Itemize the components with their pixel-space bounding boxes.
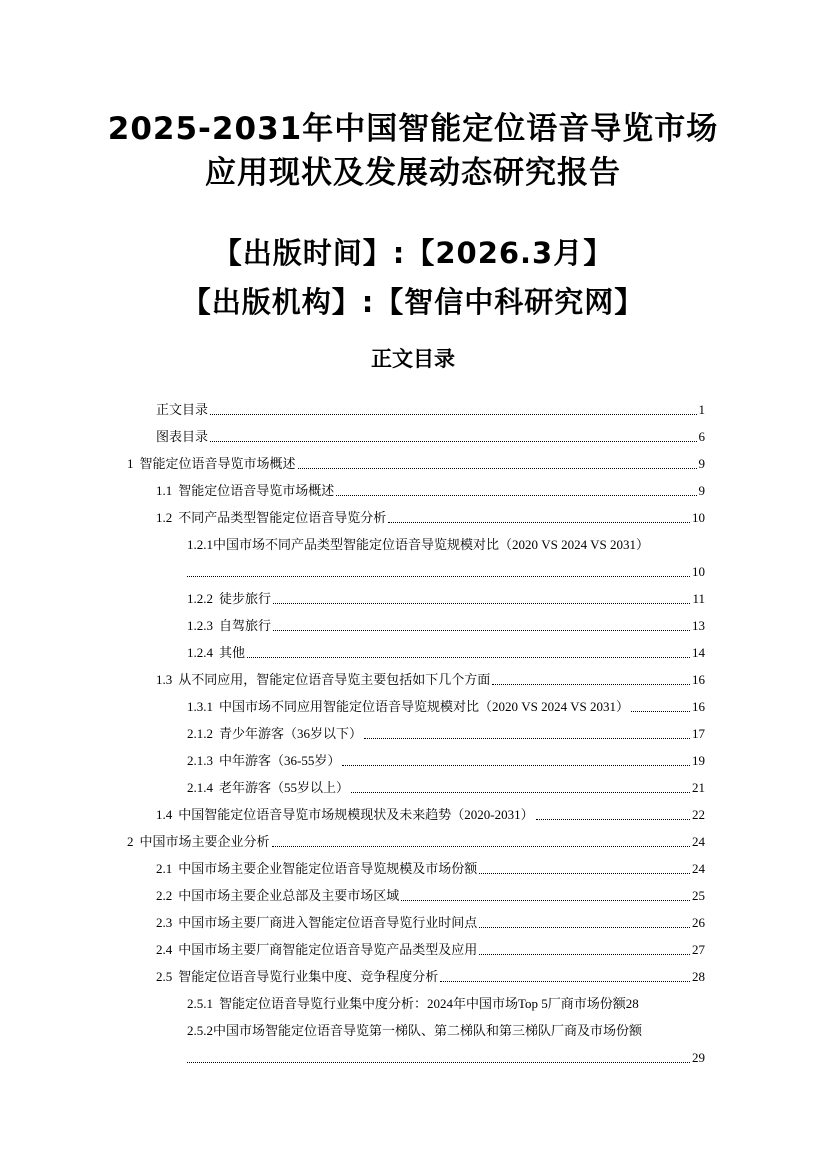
toc-entry-label: 徒步旅行 xyxy=(219,591,272,606)
toc-entry-page: 9 xyxy=(698,483,705,498)
toc-entry[interactable] xyxy=(156,913,705,933)
toc-entry[interactable] xyxy=(156,427,705,447)
toc-entry-number: 1.2.3 xyxy=(187,618,213,633)
toc-entry-label: 中国市场智能定位语音导览第一梯队、第二梯队和第三梯队厂商及市场份额 xyxy=(213,1023,643,1038)
toc-entry[interactable] xyxy=(187,589,705,609)
toc-entry-label: 智能定位语音导览市场概述 xyxy=(178,483,335,498)
toc-entry-page: 19 xyxy=(692,753,705,768)
toc-entry-label: 中国市场不同产品类型智能定位语音导览规模对比（2020 VS 2024 VS 2031） xyxy=(213,537,650,552)
toc-entry-page: 24 xyxy=(692,861,705,876)
toc-entry-number: 1.2.2 xyxy=(187,591,213,606)
toc-entry-label: 青少年游客（36岁以下） xyxy=(219,726,363,741)
toc-leader-dots xyxy=(210,413,696,415)
toc-entry-number: 1 xyxy=(127,456,134,471)
toc-leader-dots xyxy=(247,656,690,658)
toc-entry[interactable] xyxy=(127,454,705,474)
toc-entry[interactable] xyxy=(156,481,705,501)
toc-entry-page: 10 xyxy=(692,564,705,579)
toc-entry[interactable] xyxy=(187,778,705,798)
toc-entry-label: 其他 xyxy=(219,645,246,660)
toc-entry-page: 29 xyxy=(692,1050,705,1065)
report-title-line-1: 2025-2031年中国智能定位语音导览市场 xyxy=(107,111,719,147)
toc-entry-page: 17 xyxy=(692,726,705,741)
toc-leader-dots xyxy=(631,710,690,712)
toc-leader-dots xyxy=(187,1061,690,1063)
toc-entry-page: 11 xyxy=(692,591,705,606)
toc-entry-number: 1.1 xyxy=(156,483,173,498)
toc-entry-label: 正文目录 xyxy=(156,402,209,417)
toc-leader-dots xyxy=(401,899,690,901)
toc-entry-label: 智能定位语音导览行业集中度分析：2024年中国市场Top 5厂商市场份额 xyxy=(219,996,626,1011)
toc-entry-number: 2 xyxy=(127,834,134,849)
toc-entry-number: 2.4 xyxy=(156,942,173,957)
toc-entry-number: 1.3 xyxy=(156,672,173,687)
toc-entry-label: 图表目录 xyxy=(156,429,209,444)
report-title-line-2: 应用现状及发展动态研究报告 xyxy=(205,155,621,191)
toc-entry[interactable] xyxy=(187,751,705,771)
toc-entry-page: 28 xyxy=(625,996,639,1011)
toc-leader-dots xyxy=(342,764,690,766)
toc-entry-label: 中国市场主要企业智能定位语音导览规模及市场份额 xyxy=(178,861,478,876)
toc-entry-number: 2.2 xyxy=(156,888,173,903)
toc-leader-dots xyxy=(273,602,690,604)
toc-entry[interactable] xyxy=(156,670,705,690)
toc-entry-continuation[interactable] xyxy=(187,562,705,582)
toc-entry[interactable] xyxy=(187,724,705,744)
toc-leader-dots xyxy=(440,980,690,982)
toc-entry-label: 不同产品类型智能定位语音导览分析 xyxy=(178,510,387,525)
toc-leader-dots xyxy=(187,575,690,577)
toc-entry[interactable] xyxy=(187,643,705,663)
toc-entry-label: 自驾旅行 xyxy=(219,618,272,633)
toc-entry-number: 2.1.2 xyxy=(187,726,213,741)
toc-entry-page: 25 xyxy=(692,888,705,903)
publication-org: 【出版机构】:【智信中科研究网】 xyxy=(181,285,645,319)
toc-entry[interactable] xyxy=(156,886,705,906)
toc-entry-number: 2.1.3 xyxy=(187,753,213,768)
toc-entry[interactable] xyxy=(156,400,705,420)
toc-entry-page: 16 xyxy=(692,699,705,714)
toc-entry-page: 16 xyxy=(692,672,705,687)
toc-entry-label: 中国市场主要企业分析 xyxy=(139,834,270,849)
toc-entry-page: 24 xyxy=(692,834,705,849)
toc-entry[interactable] xyxy=(156,508,705,528)
toc-leader-dots xyxy=(210,440,696,442)
toc-entry-page: 28 xyxy=(692,969,705,984)
toc-entry-label: 中国市场主要厂商进入智能定位语音导览行业时间点 xyxy=(178,915,478,930)
toc-entry-continuation[interactable] xyxy=(187,1048,705,1068)
toc-entry[interactable] xyxy=(187,994,705,1014)
toc-entry-page: 9 xyxy=(698,456,705,471)
toc-entry-number: 2.5 xyxy=(156,969,173,984)
toc-entry-page: 14 xyxy=(692,645,705,660)
toc-leader-dots xyxy=(479,872,690,874)
toc-entry[interactable] xyxy=(187,616,705,636)
toc-entry-number: 1.3.1 xyxy=(187,699,213,714)
toc-entry[interactable] xyxy=(156,859,705,879)
toc-entry-number: 1.2 xyxy=(156,510,173,525)
toc-entry-number: 1.2.1 xyxy=(187,537,213,552)
toc-entry-page: 1 xyxy=(698,402,705,417)
toc-entry-label: 智能定位语音导览行业集中度、竞争程度分析 xyxy=(178,969,439,984)
toc-leader-dots xyxy=(388,521,690,523)
toc-entry-page: 13 xyxy=(692,618,705,633)
toc-entry-page: 22 xyxy=(692,807,705,822)
toc-entry-number: 2.5.1 xyxy=(187,996,213,1011)
toc-leader-dots xyxy=(351,791,690,793)
toc-entry[interactable] xyxy=(156,805,705,825)
toc-entry-label: 老年游客（55岁以上） xyxy=(219,780,350,795)
toc-entry[interactable] xyxy=(187,697,705,717)
toc-heading: 正文目录 xyxy=(371,347,455,371)
toc-entry[interactable] xyxy=(127,832,705,852)
toc-entry-number: 2.1.4 xyxy=(187,780,213,795)
toc-entry-label-wrapped[interactable] xyxy=(187,1021,642,1041)
toc-leader-dots xyxy=(479,953,690,955)
toc-leader-dots xyxy=(479,926,690,928)
toc-entry-page: 21 xyxy=(692,780,705,795)
toc-entry-label: 中年游客（36-55岁） xyxy=(219,753,341,768)
toc-entry-page: 10 xyxy=(692,510,705,525)
toc-leader-dots xyxy=(364,737,690,739)
toc-entry-label-wrapped[interactable] xyxy=(187,535,649,555)
toc-entry[interactable] xyxy=(156,967,705,987)
toc-entry-label: 中国市场主要厂商智能定位语音导览产品类型及应用 xyxy=(178,942,478,957)
toc-leader-dots xyxy=(273,629,690,631)
toc-entry-page: 27 xyxy=(692,942,705,957)
toc-entry-number: 2.1 xyxy=(156,861,173,876)
toc-entry[interactable] xyxy=(156,940,705,960)
toc-leader-dots xyxy=(492,683,690,685)
toc-entry-label: 中国市场不同应用智能定位语音导览规模对比（2020 VS 2024 VS 2031） xyxy=(219,699,630,714)
toc-entry-label: 从不同应用，智能定位语音导览主要包括如下几个方面 xyxy=(178,672,491,687)
toc-entry-number: 1.2.4 xyxy=(187,645,213,660)
publication-time: 【出版时间】:【2026.3月】 xyxy=(212,236,614,270)
toc-entry-page: 26 xyxy=(692,915,705,930)
toc-entry-label: 中国智能定位语音导览市场规模现状及未来趋势（2020-2031） xyxy=(178,807,534,822)
toc-entry-page: 6 xyxy=(698,429,705,444)
toc-leader-dots xyxy=(272,845,690,847)
toc-entry-label: 智能定位语音导览市场概述 xyxy=(139,456,296,471)
toc-leader-dots xyxy=(536,818,690,820)
toc-leader-dots xyxy=(298,467,697,469)
toc-leader-dots xyxy=(336,494,696,496)
toc-entry-number: 1.4 xyxy=(156,807,173,822)
toc-entry-label: 中国市场主要企业总部及主要市场区域 xyxy=(178,888,400,903)
toc-entry-number: 2.5.2 xyxy=(187,1023,213,1038)
toc-entry-number: 2.3 xyxy=(156,915,173,930)
